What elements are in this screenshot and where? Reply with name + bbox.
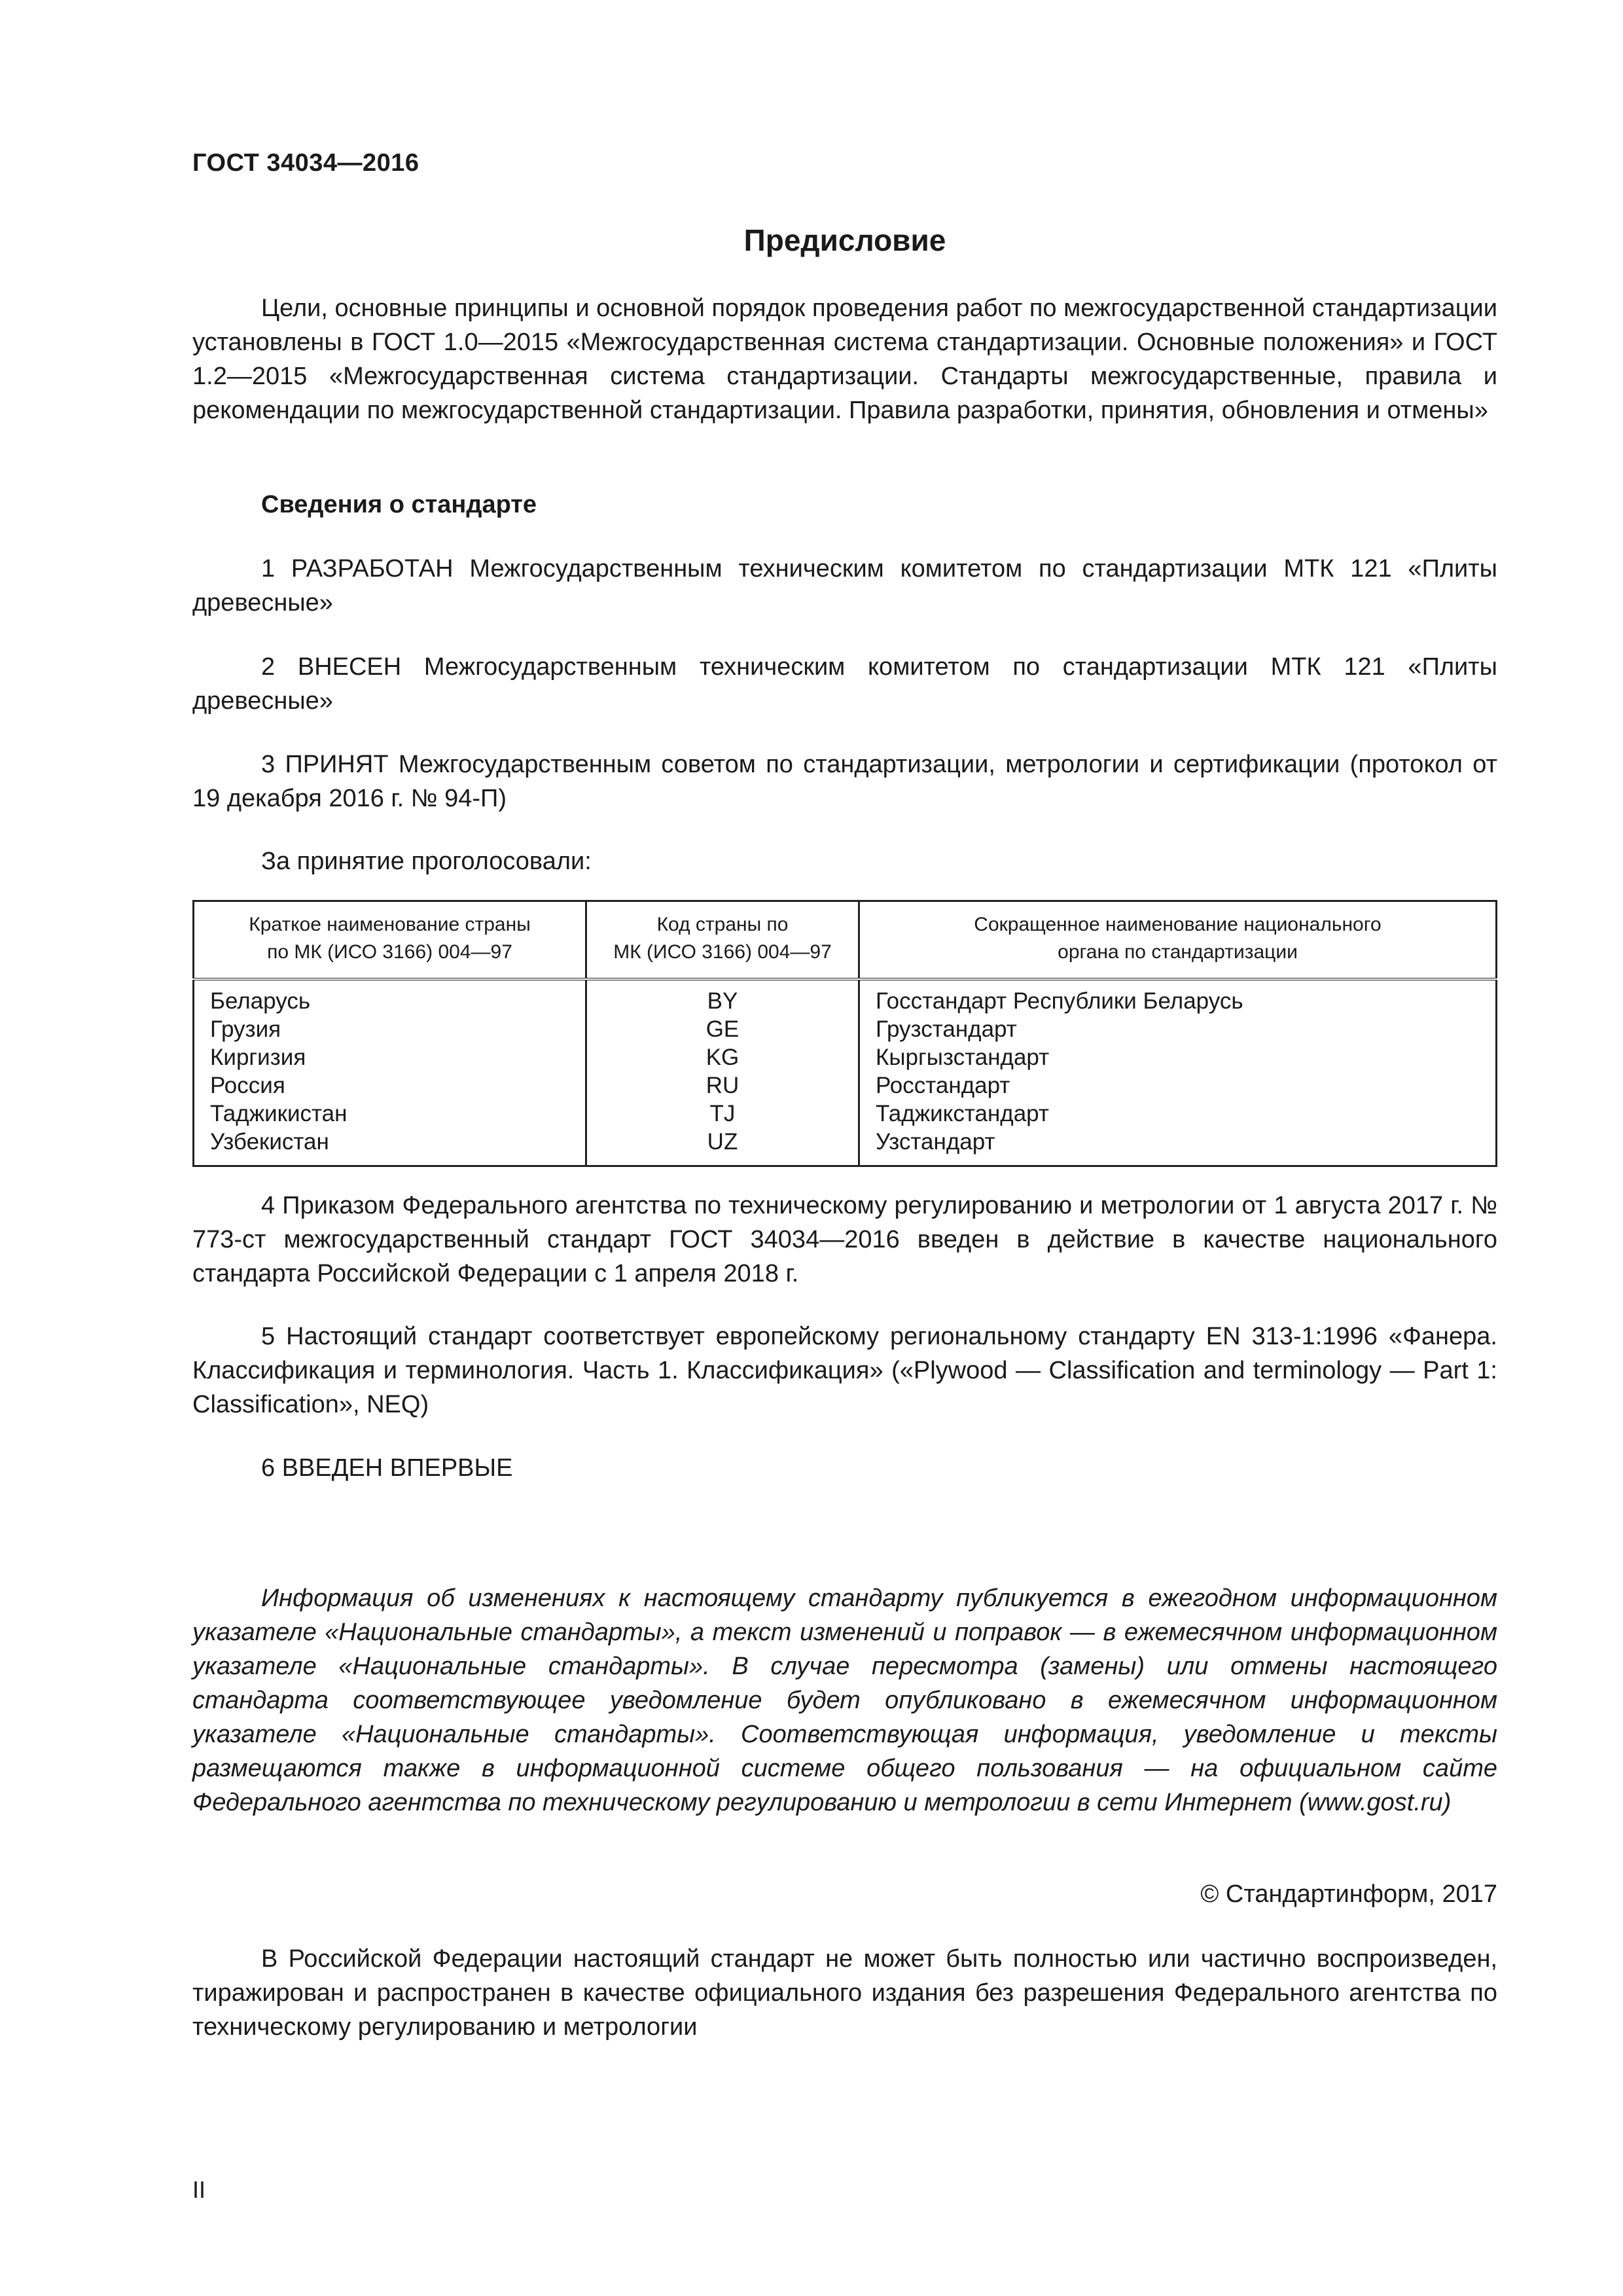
country-code: TJ <box>586 1100 859 1128</box>
table-row <box>194 1043 1497 1071</box>
item-4-enacted: 4 Приказом Федерального агентства по техническому регулированию и метрологии от 1 августа 2017 г. № 773-ст межгосударственный стандарт ГОСТ 34034—2016 введен в действие в качестве национального стандарта Российской Федерации с 1 апреля 2018 г. <box>192 1192 1497 1287</box>
item-2-introduced: 2 ВНЕСЕН Межгосударственным техническим комитетом по стандартизации МТК 121 «Плиты древесные» <box>192 653 1497 715</box>
table-row <box>194 979 1497 1015</box>
header-national-body: Сокращенное наименование национального органа по стандартизации <box>859 901 1497 980</box>
country-code: RU <box>586 1071 859 1100</box>
national-body: Таджикстандарт <box>859 1100 1497 1128</box>
table-row <box>194 1128 1497 1166</box>
header-country-code: Код страны по МК (ИСО 3166) 004—97 <box>586 901 859 980</box>
vote-intro: За принятие проголосовали: <box>261 848 592 875</box>
table-row <box>194 1100 1497 1128</box>
table-row <box>194 1071 1497 1100</box>
table-header-row <box>194 901 1497 980</box>
info-notice: Информация об изменениях к настоящему стандарту публикуется в ежегодном информационном указателе «Национальные стандарты», а текст изменений и поправок — в ежемесячном информационном указателе «Национальные стандарты». В случае пересмотра (замены) или отмены настоящего стандарта соответствующее уведомление будет опубликовано в ежемесячном информационном указателе «Национальные стандарты». Соответствующая информация, уведомление и тексты размещаются также в информационной системе общего пользования — на официальном сайте Федерального агентства по техническому регулированию и метрологии в сети Интернет (www.gost.ru) <box>192 1585 1497 1816</box>
section-heading: Сведения о стандарте <box>261 491 537 518</box>
country-code: BY <box>586 979 859 1015</box>
page-number: II <box>192 2176 206 2203</box>
national-body: Узстандарт <box>859 1128 1497 1166</box>
country-name: Россия <box>194 1071 586 1100</box>
intro-paragraph: Цели, основные принципы и основной порядок проведения работ по межгосударственной стандартизации установлены в ГОСТ 1.0—2015 «Межгосударственная система стандартизации. Основные положения» и ГОСТ 1.2—2015 «Межгосударственная система стандартизации. Стандарты межгосударственные, правила и рекомендации по межгосударственной стандартизации. Правила разработки, принятия, обновления и отмены» <box>192 295 1497 424</box>
table-row <box>194 1015 1497 1043</box>
country-name: Узбекистан <box>194 1128 586 1166</box>
country-code: UZ <box>586 1128 859 1166</box>
standard-code: ГОСТ 34034—2016 <box>192 149 419 177</box>
reproduction-notice: В Российской Федерации настоящий стандарт не может быть полностью или частично воспроизведен, тиражирован и распространен в качестве официального издания без разрешения Федерального агентства по техническому регулированию и метрологии <box>192 1945 1497 2041</box>
document-page <box>192 0 1497 2296</box>
vote-table <box>192 900 1497 1167</box>
header-country-name: Краткое наименование страны по МК (ИСО 3166) 004—97 <box>194 901 586 980</box>
country-name: Грузия <box>194 1015 586 1043</box>
national-body: Госстандарт Республики Беларусь <box>859 979 1497 1015</box>
country-name: Киргизия <box>194 1043 586 1071</box>
country-name: Беларусь <box>194 979 586 1015</box>
country-code: GE <box>586 1015 859 1043</box>
country-code: KG <box>586 1043 859 1071</box>
item-5-correspondence: 5 Настоящий стандарт соответствует европейскому региональному стандарту EN 313-1:1996 «Фанера. Классификация и терминология. Часть 1. Классификация» («Plywood — Classification and terminology — Part 1: Classification», NEQ) <box>192 1323 1497 1418</box>
item-3-adopted: 3 ПРИНЯТ Межгосударственным советом по стандартизации, метрологии и сертификации (протокол от 19 декабря 2016 г. № 94-П) <box>192 751 1497 812</box>
national-body: Росстандарт <box>859 1071 1497 1100</box>
item-1-developed: 1 РАЗРАБОТАН Межгосударственным техническим комитетом по стандартизации МТК 121 «Плиты древесные» <box>192 555 1497 617</box>
national-body: Грузстандарт <box>859 1015 1497 1043</box>
page-title: Предисловие <box>743 223 946 257</box>
item-6-first-introduced: 6 ВВЕДЕН ВПЕРВЫЕ <box>261 1454 513 1482</box>
national-body: Кыргызстандарт <box>859 1043 1497 1071</box>
country-name: Таджикистан <box>194 1100 586 1128</box>
copyright: © Стандартинформ, 2017 <box>1200 1880 1497 1908</box>
